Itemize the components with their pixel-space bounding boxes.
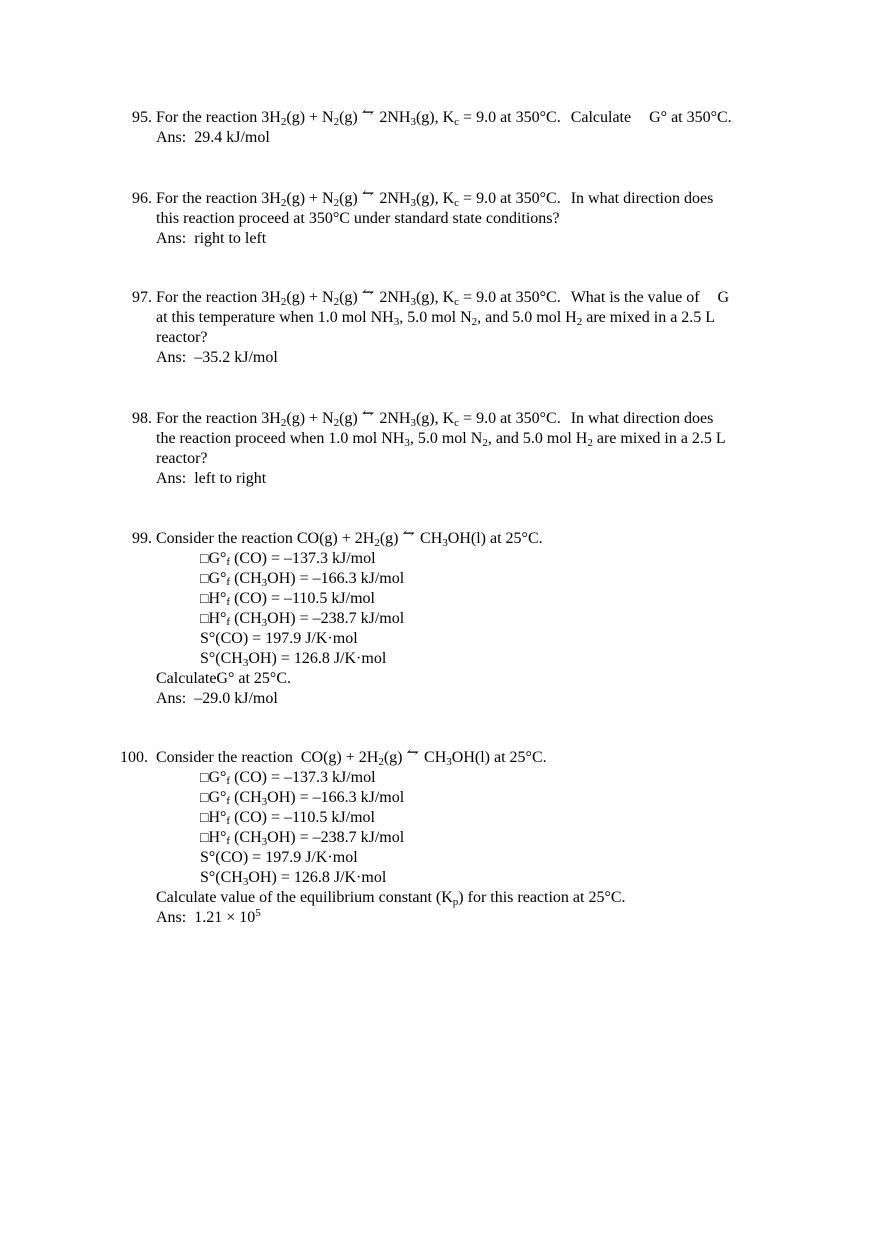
text-fragment: (g) <box>383 749 403 766</box>
subscript: 3 <box>261 577 268 589</box>
subscript: f <box>226 835 231 847</box>
answer-label: Ans: <box>156 470 187 487</box>
text-fragment: Calculate value of the equilibrium constant (K <box>156 889 453 906</box>
delta-glyph-icon: □ <box>200 612 209 627</box>
subscript: 3 <box>442 537 448 549</box>
subscript: f <box>226 616 231 628</box>
text-fragment: are mixed in a 2.5 L <box>592 430 726 447</box>
reaction-text: For the reaction 3H <box>156 410 281 427</box>
reaction-text: (g) <box>339 289 358 306</box>
reaction-text: (g), K <box>415 190 455 207</box>
text-fragment: S°(CO) = 197.9 J/K·mol <box>200 849 358 866</box>
question-prompt <box>156 186 714 209</box>
thermo-row <box>200 868 386 888</box>
text-fragment: H° <box>208 590 227 607</box>
reaction-text: (g) + N <box>286 109 334 126</box>
text-fragment: G° <box>208 550 227 567</box>
question-number: 100. <box>120 749 148 766</box>
text-fragment: OH(l) at 25°C. <box>447 530 543 547</box>
equilibrium-arrow-icon: ⥊ <box>361 406 374 422</box>
question-text <box>156 308 715 328</box>
thermo-row <box>200 569 404 589</box>
text-fragment: H° <box>208 809 227 826</box>
subscript: 2 <box>587 437 593 449</box>
thermo-row <box>200 848 358 868</box>
question-text: reactor? <box>156 450 208 467</box>
question-prompt <box>156 285 730 308</box>
answer-label: Ans: <box>156 129 187 146</box>
answer-label: Ans: <box>156 349 187 366</box>
subscript: 3 <box>446 756 452 768</box>
text-fragment: CO(g) + 2H <box>300 749 379 766</box>
answer <box>156 908 261 928</box>
text-fragment: S°(CH <box>200 869 243 886</box>
text-fragment: , and 5.0 mol H <box>477 309 577 326</box>
reaction-text: For the reaction 3H <box>156 289 281 306</box>
text-fragment: OH) = –166.3 kJ/mol <box>267 789 405 806</box>
reaction-text: (g) + N <box>286 410 334 427</box>
thermo-row <box>200 549 376 569</box>
delta-glyph-icon: □ <box>200 572 209 587</box>
question-text: In what direction does <box>570 410 714 427</box>
answer <box>156 128 270 148</box>
reaction-text: For the reaction 3H <box>156 109 281 126</box>
reaction-text: (g) + N <box>286 289 334 306</box>
reaction-text: = 9.0 at 350°C. <box>459 410 561 427</box>
text-fragment: OH(l) at 25°C. <box>451 749 547 766</box>
text-fragment: (CO) = –137.3 kJ/mol <box>230 769 376 786</box>
question-number: 98. <box>132 410 152 427</box>
text-fragment: (CH <box>230 610 262 627</box>
text-fragment: (CO) = –110.5 kJ/mol <box>230 590 375 607</box>
subscript: 2 <box>471 316 478 328</box>
subscript: f <box>226 815 231 827</box>
subscript: 3 <box>242 876 249 888</box>
answer-value: right to left <box>194 230 267 247</box>
text-fragment: OH) = –238.7 kJ/mol <box>267 610 405 627</box>
subscript: 2 <box>378 756 384 768</box>
delta-glyph-icon: □ <box>200 831 209 846</box>
subscript: 2 <box>280 296 287 308</box>
text-fragment: H° <box>208 610 227 627</box>
subscript: 2 <box>374 537 380 549</box>
text-fragment: CH <box>420 530 443 547</box>
subscript: 2 <box>280 197 287 209</box>
question-text: G° at 350°C. <box>649 109 732 126</box>
equilibrium-arrow-icon: ⥊ <box>361 186 374 202</box>
text-fragment: ) for this reaction at 25°C. <box>458 889 626 906</box>
text-fragment: G° <box>208 769 227 786</box>
text-fragment: CH <box>424 749 447 766</box>
equilibrium-arrow-icon: ⥊ <box>406 745 419 761</box>
question-prompt <box>156 526 543 549</box>
answer-value: 29.4 kJ/mol <box>194 129 270 146</box>
reaction-text: = 9.0 at 350°C. <box>459 109 561 126</box>
text-fragment: OH) = 126.8 J/K·mol <box>248 650 387 667</box>
reaction-text: = 9.0 at 350°C. <box>459 289 561 306</box>
reaction-text: (g) <box>339 410 358 427</box>
question-text: Calculate <box>570 109 632 126</box>
subscript: 3 <box>410 417 416 429</box>
subscript: f <box>226 596 231 608</box>
text-fragment: (CO) = –137.3 kJ/mol <box>230 550 376 567</box>
subscript: c <box>454 197 460 209</box>
subscript: p <box>452 896 459 908</box>
reaction-text: (g), K <box>415 289 455 306</box>
subscript: 2 <box>576 316 583 328</box>
subscript: 3 <box>261 796 268 808</box>
delta-glyph-icon: □ <box>200 791 209 806</box>
answer <box>156 469 266 489</box>
subscript: c <box>454 296 460 308</box>
subscript: c <box>454 116 460 128</box>
subscript: 2 <box>280 417 287 429</box>
thermo-row <box>200 808 375 828</box>
subscript: 2 <box>333 296 340 308</box>
reaction-text: 2NH <box>379 410 411 427</box>
subscript: 3 <box>393 316 400 328</box>
thermo-row <box>200 828 404 848</box>
reaction-text: = 9.0 at 350°C. <box>459 190 561 207</box>
text-fragment: (CH <box>230 789 262 806</box>
text-fragment: H° <box>208 829 227 846</box>
question-text <box>156 669 291 689</box>
subscript: f <box>226 556 231 568</box>
reaction-text: 2NH <box>379 109 411 126</box>
thermo-row <box>200 649 386 669</box>
question-text: this reaction proceed at 350°C under standard state conditions? <box>156 210 560 227</box>
delta-glyph-icon: □ <box>200 552 209 567</box>
answer-exponent: 5 <box>255 907 261 919</box>
reaction-text: (g) <box>339 190 358 207</box>
reaction-text: (g) <box>339 109 358 126</box>
subscript: c <box>454 417 460 429</box>
question-text: In what direction does <box>570 190 714 207</box>
thermo-row <box>200 788 404 808</box>
text-fragment: (g) <box>379 530 399 547</box>
answer-value: –35.2 kJ/mol <box>194 349 278 366</box>
reaction-text: (g), K <box>415 109 455 126</box>
answer-label: Ans: <box>156 690 187 707</box>
answer <box>156 229 266 249</box>
question-prompt <box>156 105 732 128</box>
answer-value: –29.0 kJ/mol <box>194 690 278 707</box>
question-number: 99. <box>132 530 152 547</box>
text-fragment: G° <box>208 570 227 587</box>
reaction-text: 2NH <box>379 289 411 306</box>
text-fragment: are mixed in a 2.5 L <box>582 309 716 326</box>
subscript: 3 <box>404 437 410 449</box>
answer-label: Ans: <box>156 230 187 247</box>
text-fragment: OH) = 126.8 J/K·mol <box>248 869 387 886</box>
text-fragment: Consider the reaction CO(g) + 2H <box>156 530 375 547</box>
text-fragment: Calculate <box>156 670 217 687</box>
delta-glyph-icon: □ <box>200 592 209 607</box>
subscript: 3 <box>242 657 249 669</box>
equilibrium-arrow-icon: ⥊ <box>361 285 374 301</box>
delta-glyph-icon: □ <box>200 771 209 786</box>
subscript: 2 <box>333 417 340 429</box>
text-fragment: S°(CO) = 197.9 J/K·mol <box>200 630 358 647</box>
subscript: f <box>226 775 231 787</box>
text-fragment: the reaction proceed when 1.0 mol NH <box>156 430 405 447</box>
text-fragment: at this temperature when 1.0 mol NH <box>156 309 394 326</box>
text-fragment: (CH <box>230 570 262 587</box>
equilibrium-arrow-icon: ⥊ <box>361 105 374 121</box>
subscript: 3 <box>410 197 416 209</box>
question-prompt <box>156 745 547 768</box>
text-fragment: (CO) = –110.5 kJ/mol <box>230 809 375 826</box>
text-fragment: (CH <box>230 829 262 846</box>
question-text: reactor? <box>156 329 208 346</box>
subscript: 3 <box>261 617 268 629</box>
question-prompt <box>156 406 714 429</box>
subscript: f <box>226 576 231 588</box>
thermo-row <box>200 609 404 629</box>
text-fragment: G° at 25°C. <box>216 670 291 687</box>
text-fragment: , 5.0 mol N <box>409 430 483 447</box>
answer-value: left to right <box>194 470 267 487</box>
reaction-text: 2NH <box>379 190 411 207</box>
subscript: 2 <box>333 197 340 209</box>
question-number: 97. <box>132 289 152 306</box>
subscript: 2 <box>482 437 488 449</box>
question-text <box>156 888 626 908</box>
reaction-text: For the reaction 3H <box>156 190 281 207</box>
text-fragment: OH) = –238.7 kJ/mol <box>267 829 405 846</box>
answer <box>156 689 278 709</box>
text-fragment: , and 5.0 mol H <box>487 430 588 447</box>
reaction-text: (g), K <box>415 410 455 427</box>
subscript: 3 <box>261 836 268 848</box>
text-fragment: , 5.0 mol N <box>399 309 472 326</box>
question-text: What is the value of <box>570 289 700 306</box>
subscript: 3 <box>410 296 416 308</box>
text-fragment: S°(CH <box>200 650 243 667</box>
text-fragment: G° <box>208 789 227 806</box>
answer-value: 1.21 × 10 <box>194 909 256 926</box>
subscript: 2 <box>333 116 340 128</box>
thermo-row <box>200 589 375 609</box>
delta-glyph-icon: □ <box>200 811 209 826</box>
question-text <box>156 429 726 449</box>
subscript: 2 <box>280 116 287 128</box>
question-number: 95. <box>132 109 152 126</box>
answer <box>156 348 278 368</box>
subscript: f <box>226 795 231 807</box>
subscript: 3 <box>410 116 416 128</box>
answer-label: Ans: <box>156 909 187 926</box>
text-fragment: OH) = –166.3 kJ/mol <box>267 570 405 587</box>
equilibrium-arrow-icon: ⥊ <box>402 526 415 542</box>
reaction-text: (g) + N <box>286 190 334 207</box>
thermo-row <box>200 768 376 788</box>
text-fragment: Consider the reaction <box>156 749 293 766</box>
question-number: 96. <box>132 190 152 207</box>
thermo-row <box>200 629 358 649</box>
question-text: G <box>717 289 730 306</box>
